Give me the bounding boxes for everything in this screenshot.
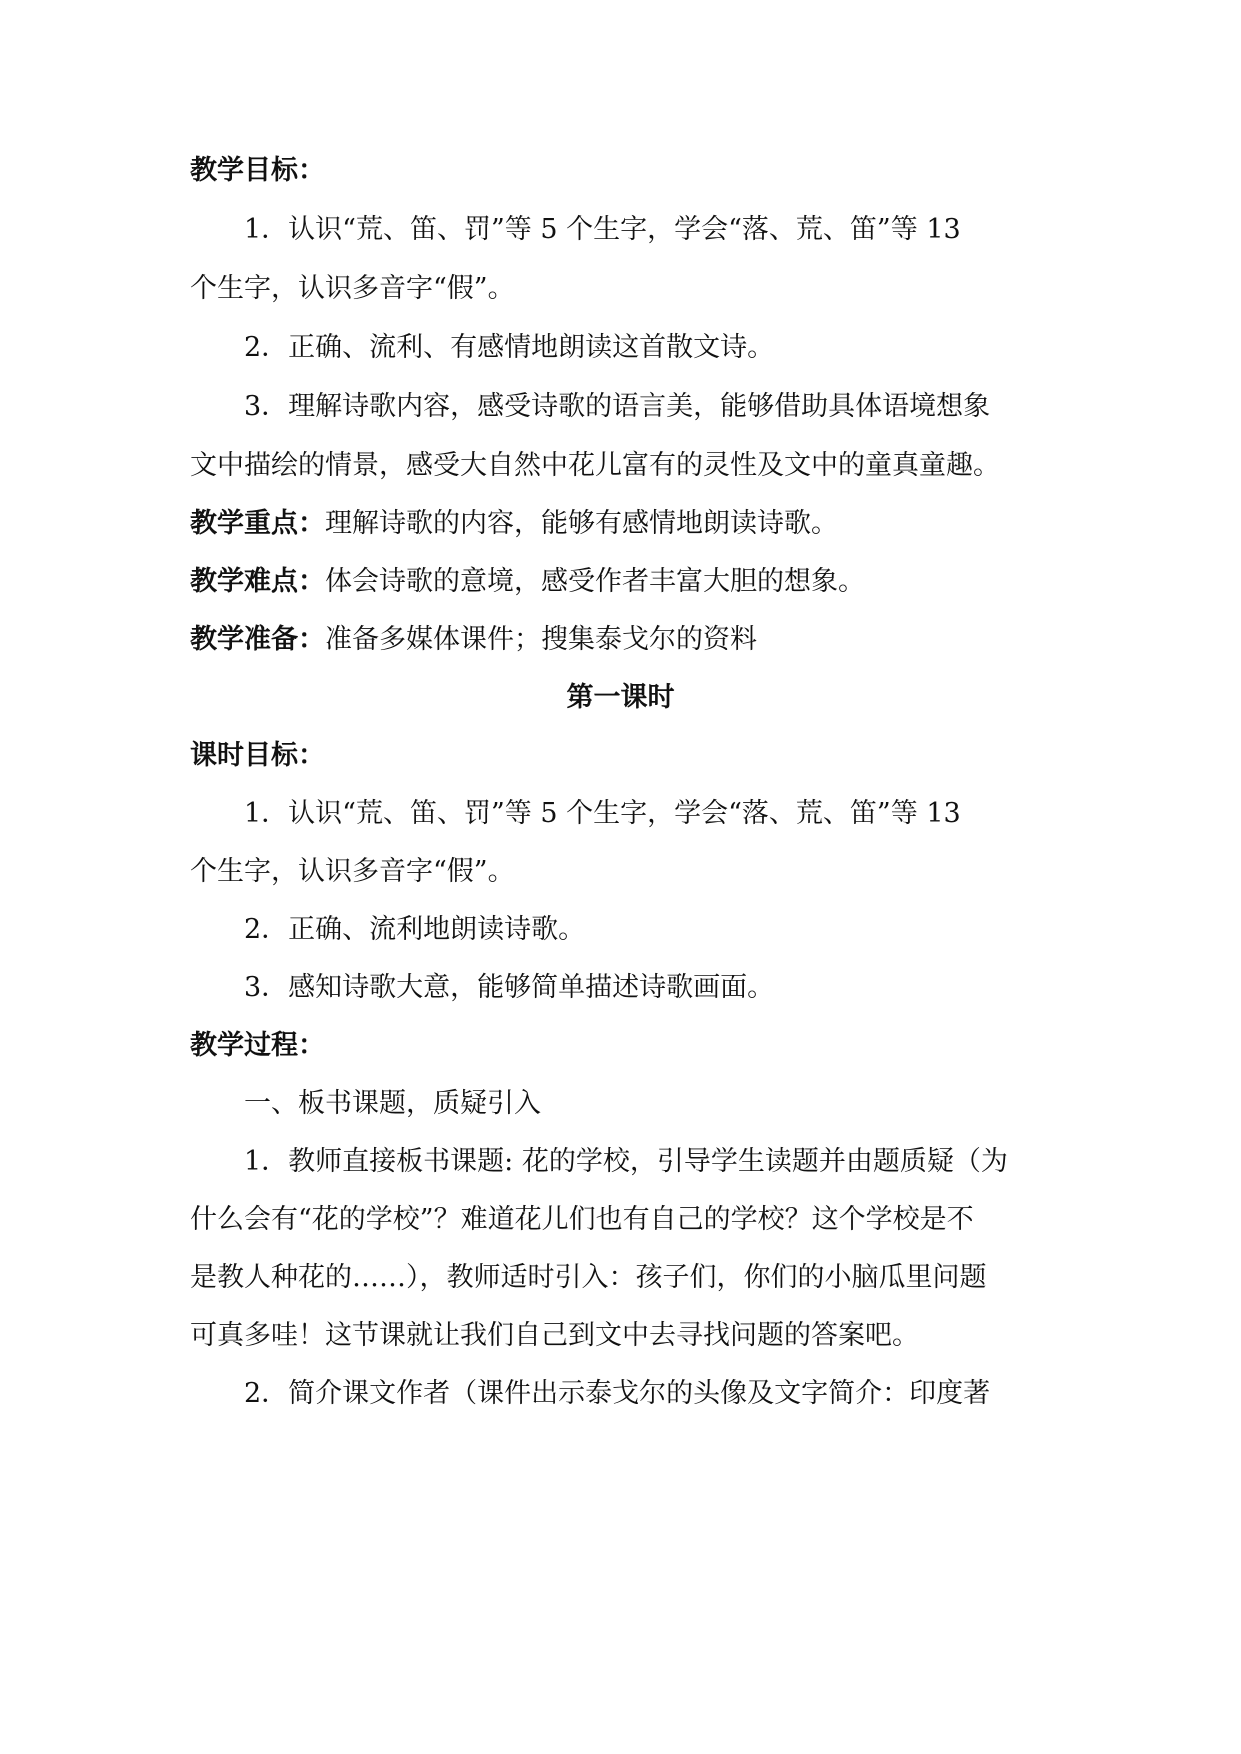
process-line-5: 2．简介课文作者（课件出示泰戈尔的头像及文字简介：印度著 [244,1378,991,1409]
lesson-objective-item-1: 1．认识“荒、笛、罚”等 5 个生字，学会“落、荒、笛”等 13 [244,798,961,829]
lesson-title: 第一课时 [566,682,675,713]
objective-item-1: 1．认识“荒、笛、罚”等 5 个生字，学会“落、荒、笛”等 13 [244,214,961,245]
objectives-heading: 教学目标： [190,155,325,186]
process-line-3: 是教人种花的……），教师适时引入：孩子们，你们的小脑瓜里问题 [190,1262,987,1293]
objective-item-3-cont: 文中描绘的情景，感受大自然中花儿富有的灵性及文中的童真童趣。 [190,450,1000,481]
key-points-label: 教学重点： [190,508,325,539]
preparation [190,617,1060,656]
lesson-objectives-heading: 课时目标： [190,740,325,771]
lesson-objective-item-2: 2．正确、流利地朗读诗歌。 [244,914,586,945]
lesson-objective-item-3: 3．感知诗歌大意，能够简单描述诗歌画面。 [244,972,775,1003]
difficulties [190,559,1060,598]
preparation-text: 准备多媒体课件；搜集泰戈尔的资料 [325,624,757,655]
preparation-label: 教学准备： [190,624,325,655]
process-section-1: 一、板书课题，质疑引入 [244,1088,541,1119]
objective-item-2: 2．正确、流利、有感情地朗读这首散文诗。 [244,332,775,363]
difficulties-label: 教学难点： [190,566,325,597]
difficulties-text: 体会诗歌的意境，感受作者丰富大胆的想象。 [325,566,865,597]
key-points-text: 理解诗歌的内容，能够有感情地朗读诗歌。 [325,508,838,539]
process-line-4: 可真多哇！这节课就让我们自己到文中去寻找问题的答案吧。 [190,1320,919,1351]
lesson-objective-item-1-cont: 个生字，认识多音字“假”。 [190,856,515,887]
objective-item-1-cont: 个生字，认识多音字“假”。 [190,273,515,304]
process-line-1: 1．教师直接板书课题: 花的学校，引导学生读题并由题质疑（为 [244,1146,1008,1177]
process-heading: 教学过程： [190,1030,325,1061]
key-points [190,501,1060,540]
process-line-2: 什么会有“花的学校”？难道花儿们也有自己的学校？这个学校是不 [190,1204,974,1235]
objective-item-3: 3．理解诗歌内容，感受诗歌的语言美，能够借助具体语境想象 [244,391,991,422]
